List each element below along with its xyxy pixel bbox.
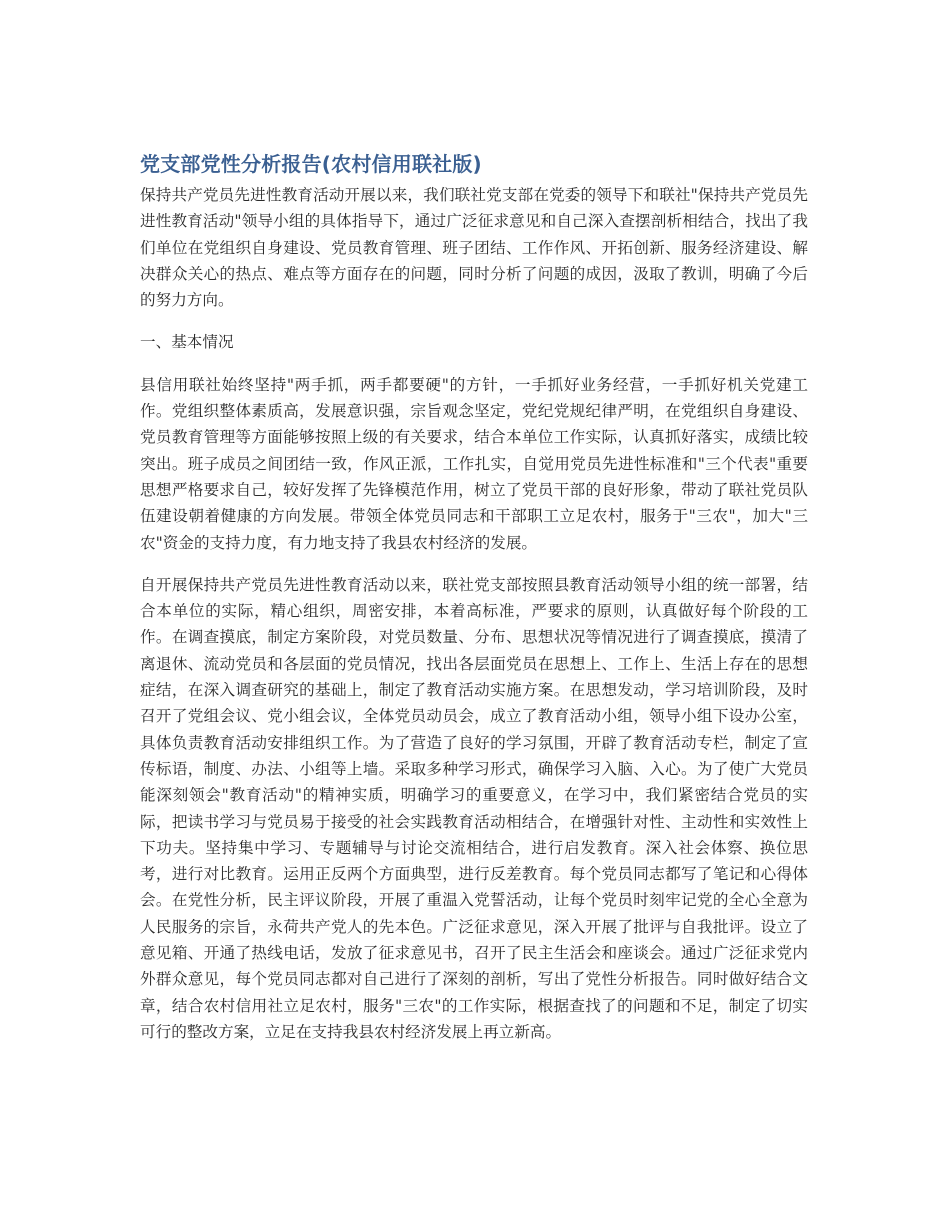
document-title: 党支部党性分析报告(农村信用联社版) xyxy=(140,152,482,176)
body-paragraph: 自开展保持共产党员先进性教育活动以来，联社党支部按照县教育活动领导小组的统一部署，结合本单位的实际，精心组织，周密安排，本着高标准，严要求的原则，认真做好每个阶段的工作。在调查摸底，制定方案阶段，对党员数量、分布、思想状况等情况进行了调查摸底，摸清了离退休、流动党员和各层面的党员情况，找出各层面党员在思想上、工作上、生活上存在的思想症结，在深入调查研究的基础上，制定了教育活动实施方案。在思想发动，学习培训阶段，及时召开了党组会议、党小组会议，全体党员动员会，成立了教育活动小组，领导小组下设办公室，具体负责教育活动安排组织工作。为了营造了良好的学习氛围，开辟了教育活动专栏，制定了宣传标语，制度、办法、小组等上墙。采取多种学习形式，确保学习入脑、入心。为了使广大党员能深刻领会"教育活动"的精神实质，明确学习的重要意义，在学习中，我们紧密结合党员的实际，把读书学习与党员易于接受的社会实践教育活动相结合，在增强针对性、主动性和实效性上下功夫。坚持集中学习、专题辅导与讨论交流相结合，进行启发教育。深入社会体察、换位思考，进行对比教育。运用正反两个方面典型，进行反差教育。每个党员同志都写了笔记和心得体会。在党性分析，民主评议阶段，开展了重温入党誓活动，让每个党员时刻牢记党的全心全意为人民服务的宗旨，永荷共产党人的先本色。广泛征求意见，深入开展了批评与自我批评。设立了意见箱、开通了热线电话，发放了征求意见书，召开了民主生活会和座谈会。通过广泛征求党内外群众意见，每个党员同志都对自己进行了深刻的剖析，写出了党性分析报告。同时做好结合文章，结合农村信用社立足农村，服务"三农"的工作实际，根据查找了的问题和不足，制定了切实可行的整改方案，立足在支持我县农村经济发展上再立新高。 xyxy=(140,575,808,1041)
section-heading: 一、基本情况 xyxy=(140,333,234,352)
document-body xyxy=(140,148,808,1045)
body-paragraph: 县信用联社始终坚持"两手抓，两手都要硬"的方针，一手抓好业务经营，一手抓好机关党建工作。党组织整体素质高，发展意识强，宗旨观念坚定，党纪党规纪律严明，在党组织自身建设、党员教育管理等方面能够按照上级的有关要求，结合本单位工作实际，认真抓好落实，成绩比较突出。班子成员之间团结一致，作风正派，工作扎实，自觉用党员先进性标准和"三个代表"重要思想严格要求自己，较好发挥了先锋模范作用，树立了党员干部的良好形象，带动了联社党员队伍建设朝着健康的方向发展。带领全体党员同志和干部职工立足农村，服务于"三农"，加大"三农"资金的支持力度，有力地支持了我县农村经济的发展。 xyxy=(140,375,808,552)
intro-paragraph: 保持共产党员先进性教育活动开展以来，我们联社党支部在党委的领导下和联社"保持共产党员先进性教育活动"领导小组的具体指导下，通过广泛征求意见和自己深入查摆剖析相结合，找出了我们单位在党组织自身建设、党员教育管理、班子团结、工作作风、开拓创新、服务经济建设、解决群众关心的热点、难点等方面存在的问题，同时分析了问题的成因，汲取了教训，明确了今后的努力方向。 xyxy=(140,186,808,310)
